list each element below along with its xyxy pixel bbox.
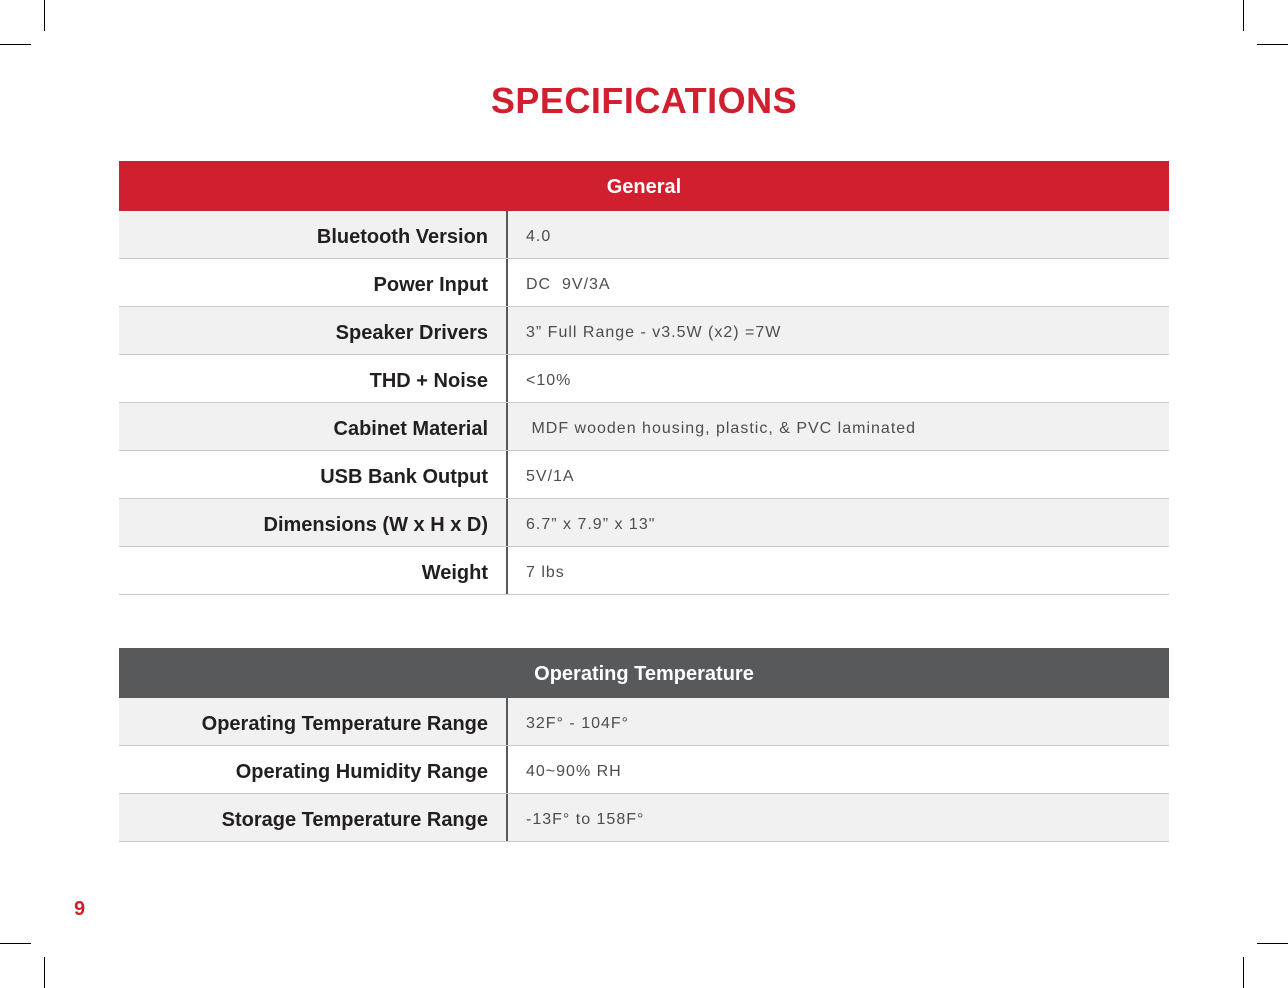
page-title: SPECIFICATIONS bbox=[490, 80, 798, 121]
crop-mark bbox=[1257, 44, 1288, 45]
spec-label: Bluetooth Version bbox=[119, 211, 508, 258]
general-spec-table bbox=[119, 161, 1169, 595]
spec-label: Weight bbox=[119, 547, 508, 594]
operating-temperature-table bbox=[119, 648, 1169, 842]
table-row bbox=[119, 451, 1169, 499]
table-row bbox=[119, 746, 1169, 794]
spec-label: USB Bank Output bbox=[119, 451, 508, 498]
table-row bbox=[119, 403, 1169, 451]
table-row bbox=[119, 211, 1169, 259]
spec-value: -13F° to 158F° bbox=[526, 811, 645, 828]
spec-value: 32F° - 104F° bbox=[526, 715, 630, 732]
table-row bbox=[119, 698, 1169, 746]
spec-label: Speaker Drivers bbox=[119, 307, 508, 354]
crop-mark bbox=[1243, 0, 1244, 31]
spec-value: 7 lbs bbox=[526, 564, 565, 581]
spec-value: 3” Full Range - v3.5W (x2) =7W bbox=[526, 324, 782, 341]
crop-mark bbox=[44, 957, 45, 988]
spec-value: MDF wooden housing, plastic, & PVC laminated bbox=[526, 420, 917, 437]
spec-value: DC 9V/3A bbox=[526, 276, 611, 293]
crop-mark bbox=[0, 44, 31, 45]
spec-value: 40~90% RH bbox=[526, 763, 622, 780]
table-row bbox=[119, 794, 1169, 842]
spec-label: Operating Temperature Range bbox=[119, 698, 508, 745]
spec-label: Operating Humidity Range bbox=[119, 746, 508, 793]
crop-mark bbox=[44, 0, 45, 31]
crop-mark bbox=[1243, 957, 1244, 988]
table-row bbox=[119, 307, 1169, 355]
spec-label: THD + Noise bbox=[119, 355, 508, 402]
page-number: 9 bbox=[74, 898, 86, 920]
table-row bbox=[119, 355, 1169, 403]
spec-value: 4.0 bbox=[526, 228, 552, 245]
table-row bbox=[119, 547, 1169, 595]
spec-value: 5V/1A bbox=[526, 468, 575, 485]
table-row bbox=[119, 259, 1169, 307]
spec-label: Power Input bbox=[119, 259, 508, 306]
crop-mark bbox=[0, 943, 31, 944]
spec-value: <10% bbox=[526, 372, 572, 389]
general-table-header: General bbox=[119, 161, 1169, 211]
spec-value: 6.7” x 7.9” x 13" bbox=[526, 516, 656, 533]
spec-label: Storage Temperature Range bbox=[119, 794, 508, 841]
crop-mark bbox=[1257, 943, 1288, 944]
spec-label: Dimensions (W x H x D) bbox=[119, 499, 508, 546]
table-row bbox=[119, 499, 1169, 547]
spec-label: Cabinet Material bbox=[119, 403, 508, 450]
operating-temperature-header: Operating Temperature bbox=[119, 648, 1169, 698]
